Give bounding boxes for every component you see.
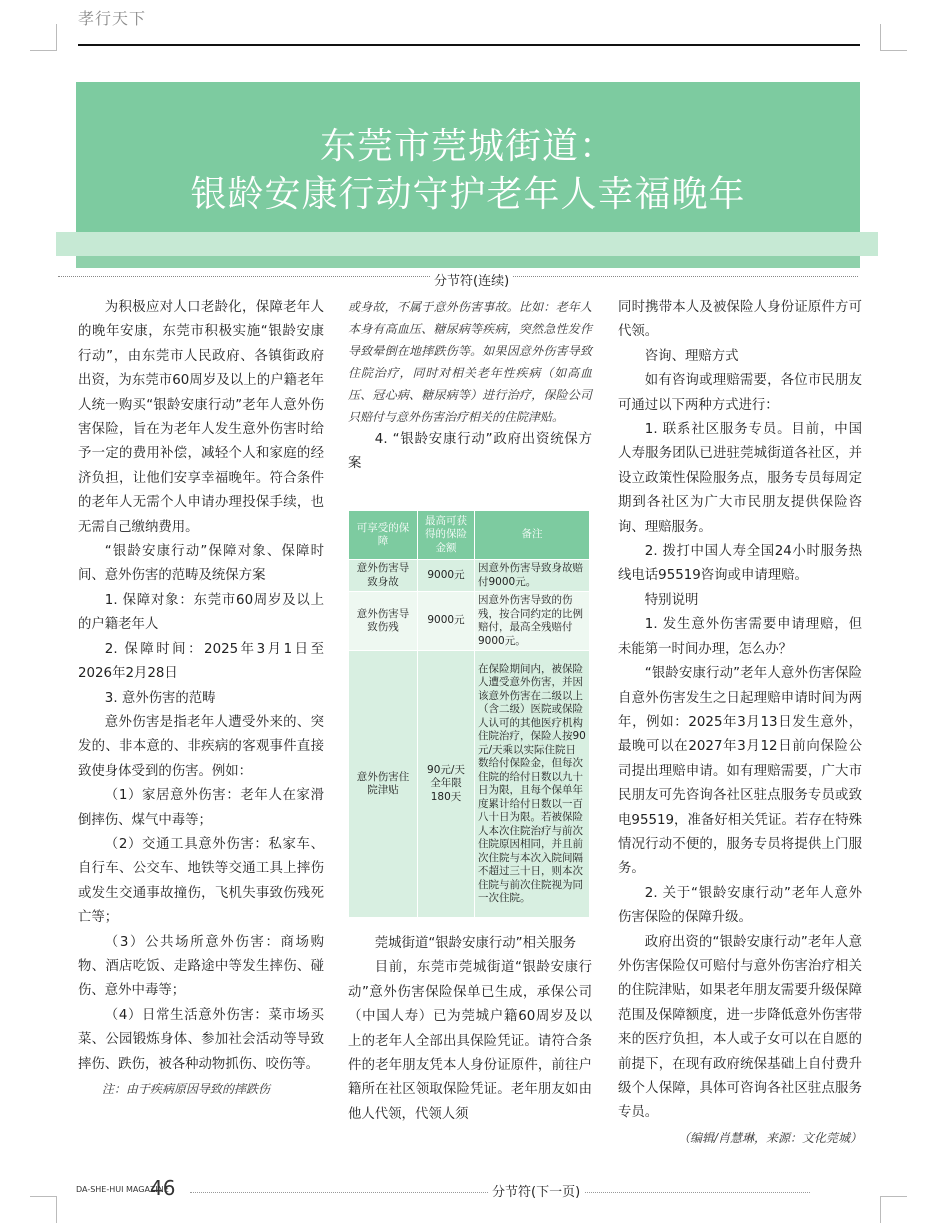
column-2-upper bbox=[348, 296, 592, 477]
editor-credit: （编辑/肖慧琳，来源：文化莞城） bbox=[677, 1130, 862, 1145]
title-line-2: 银龄安康行动守护老年人幸福晚年 bbox=[190, 174, 746, 215]
section-break-next-page: 分节符(下一页) bbox=[488, 1181, 584, 1200]
paragraph: 目前，东莞市莞城街道“银龄安康行动”意外伤害保险保单已生成，承保公司（中国人寿）已为莞城户籍60周岁及以上的老年人全部出具保险凭证。请符合条件的老年朋友凭本人身份证原件，前往户籍所在社区领取保险凭证。老年朋友如由他人代领，代领人须 bbox=[348, 960, 592, 1122]
table-row bbox=[349, 560, 590, 592]
table-cell: 9000元 bbox=[418, 560, 475, 592]
paragraph: 2. 保障时间：2025年3月1日至2026年2月28日 bbox=[78, 641, 324, 682]
subheading: 咨询、理赔方式 bbox=[644, 348, 739, 364]
footnote: 注：由于疾病原因导致的摔跌伤 bbox=[102, 1082, 271, 1096]
insurance-plan-table bbox=[348, 510, 590, 918]
table-cell: 意外伤害住院津贴 bbox=[349, 651, 418, 918]
page-number: 46 bbox=[150, 1176, 176, 1200]
magazine-name: DA-SHE-HUI MAGAZINE bbox=[76, 1185, 169, 1194]
column-2-lower bbox=[348, 932, 592, 1127]
paragraph: 1. 发生意外伤害需要申请理赔，但未能第一时间办理，怎么办？ bbox=[618, 617, 862, 657]
footnote-continued: 或身故，不属于意外伤害事故。比如：老年人本身有高血压、糖尿病等疾病，突然急性发作导致晕倒在地摔跌伤等。如果因意外伤害导致住院治疗，同时对相关老年性疾病（如高血压、冠心病、糖尿病等）进行治疗，保险公司只赔付与意外伤害治疗相关的住院津贴。 bbox=[348, 300, 592, 424]
subheading: 特别说明 bbox=[644, 592, 699, 608]
crop-mark bbox=[880, 1196, 907, 1223]
paragraph: （1）家居意外伤害：老年人在家滑倒摔伤、煤气中毒等； bbox=[78, 788, 324, 828]
paragraph: “银龄安康行动”老年人意外伤害保险自意外伤害发生之日起理赔申请时间为两年，例如：2025年3月13日发生意外，最晚可以在2027年3月12日前向保险公司提出理赔申请。如有理赔需要，广大市民朋友可先咨询各社区驻点服务专员或致电95519，准备好相关凭证。若存在特殊情况行动不便的，服务专员将提供上门服务。 bbox=[618, 666, 862, 877]
paragraph: 3. 意外伤害的范畴 bbox=[104, 690, 216, 706]
paragraph: 同时携带本人及被保险人身份证原件方可代领。 bbox=[618, 300, 862, 340]
crop-mark bbox=[880, 24, 907, 51]
table-cell: 因意外伤害导致身故赔付9000元。 bbox=[475, 560, 590, 592]
paragraph: 如有咨询或理赔需要，各位市民朋友可通过以下两种方式进行： bbox=[618, 373, 862, 413]
table-cell: 意外伤害导致伤残 bbox=[349, 592, 418, 651]
table-cell: 在保险期间内，被保险人遭受意外伤害，并因该意外伤害在二级以上（含二级）医院或保险人认可的其他医疗机构住院治疗，保险人按90元/天乘以实际住院日数给付保险金，但每次住院的给付日数以九十日为限，且每个保单年度累计给付日数以一百八十日为限。若被保险人本次住院治疗与前次住院原因相同，并且前次住院与本次入院间隔不超过三十日，则本次住院与前次住院视为同一次住院。 bbox=[475, 651, 590, 918]
paragraph: 2. 关于“银龄安康行动”老年人意外伤害保险的保障升级。 bbox=[618, 885, 862, 926]
paragraph: 2. 拨打中国人寿全国24小时服务热线电话95519咨询或申请理赔。 bbox=[618, 544, 862, 584]
title-line-1: 东莞市莞城街道： bbox=[319, 126, 616, 167]
paragraph: 4. “银龄安康行动”政府出资统保方案 bbox=[348, 432, 592, 472]
table-header-cell: 最高可获得的保险金额 bbox=[418, 511, 475, 560]
table-cell: 9000元 bbox=[418, 592, 475, 651]
subheading: 莞城街道“银龄安康行动”相关服务 bbox=[374, 936, 577, 951]
crop-mark bbox=[30, 1196, 57, 1223]
table-row bbox=[349, 592, 590, 651]
column-1 bbox=[78, 296, 324, 1101]
table-header-cell: 备注 bbox=[475, 511, 590, 560]
header-rule bbox=[78, 44, 860, 46]
table-header-row bbox=[349, 511, 590, 560]
paragraph: 1. 联系社区服务专员。目前，中国人寿服务团队已进驻莞城街道各社区，并设立政策性保险服务点，服务专员每周定期到各社区为广大市民朋友提供保险咨询、理赔服务。 bbox=[618, 422, 862, 535]
table-cell: 因意外伤害导致的伤残，按合同约定的比例赔付，最高全残赔付9000元。 bbox=[475, 592, 590, 651]
paragraph: “银龄安康行动”保障对象、保障时间、意外伤害的范畴及统保方案 bbox=[78, 544, 324, 584]
paragraph: 1. 保障对象：东莞市60周岁及以上的户籍老年人 bbox=[78, 592, 324, 633]
table-cell: 90元/天 全年限180天 bbox=[418, 651, 475, 918]
crop-mark bbox=[30, 24, 57, 51]
title-banner bbox=[76, 82, 860, 232]
table-header-cell: 可享受的保障 bbox=[349, 511, 418, 560]
paragraph: （3）公共场所意外伤害：商场购物、酒店吃饭、走路途中等发生摔伤、碰伤、意外中毒等； bbox=[78, 934, 324, 999]
banner-ribbon-shadow bbox=[76, 256, 860, 268]
table-cell: 意外伤害导致身故 bbox=[349, 560, 418, 592]
banner-ribbon bbox=[56, 232, 878, 256]
section-header: 孝行天下 bbox=[78, 9, 147, 28]
section-break-label: 分节符(连续) bbox=[430, 270, 513, 289]
paragraph: 政府出资的“银龄安康行动”老年人意外伤害保险仅可赔付与意外伤害治疗相关的住院津贴，如果老年朋友需要升级保障范围及保障额度，进一步降低意外伤害带来的医疗负担，本人或子女可以在自愿的前提下，在现有政府统保基础上自付费升级个人保障，具体可咨询各社区驻点服务专员。 bbox=[618, 934, 862, 1121]
paragraph: 为积极应对人口老龄化，保障老年人的晚年安康，东莞市积极实施“银龄安康行动”，由东莞市人民政府、各镇街政府出资，为东莞市60周岁及以上的户籍老年人统一购买“银龄安康行动”老年人意外伤害保险，旨在为老年人发生意外伤害时给予一定的费用补偿，减轻个人和家庭的经济负担，让他们安享幸福晚年。符合条件的老年人无需个人申请办理投保手续，也无需自己缴纳费用。 bbox=[78, 300, 324, 535]
table-row bbox=[349, 651, 590, 918]
paragraph: （2）交通工具意外伤害：私家车、自行车、公交车、地铁等交通工具上摔伤或发生交通事故撞伤，飞机失事致伤残死亡等； bbox=[78, 836, 324, 926]
paragraph: （4）日常生活意外伤害：菜市场买菜、公园锻炼身体、参加社会活动等导致摔伤、跌伤，被各种动物抓伤、咬伤等。 bbox=[78, 1007, 324, 1072]
paragraph: 意外伤害是指老年人遭受外来的、突发的、非本意的、非疾病的客观事件直接致使身体受到的伤害。例如： bbox=[78, 714, 324, 779]
column-3 bbox=[618, 296, 862, 1150]
